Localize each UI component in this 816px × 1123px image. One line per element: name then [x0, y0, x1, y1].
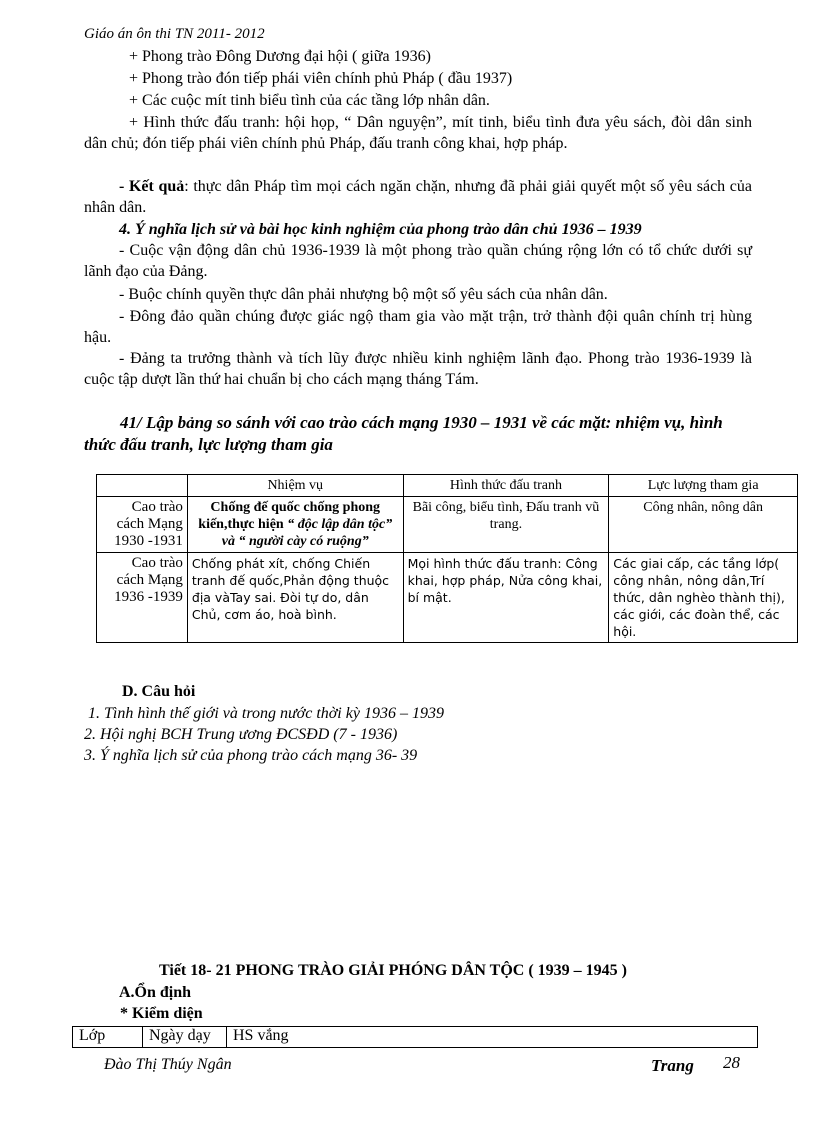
- form-cell-1936: Mọi hình thức đấu tranh: Công khai, hợp pháp, Nửa công khai, bí mật.: [403, 553, 609, 643]
- bullet-2: + Phong trào đón tiếp phái viên chính phủ Pháp ( đầu 1937): [129, 70, 513, 87]
- form-cell-1930: Bãi công, biểu tình, Đấu tranh vũ trang.: [403, 497, 609, 553]
- question-item-2: 2. Hội nghị BCH Trung ương ĐCSĐD (7 - 1936): [84, 726, 398, 743]
- bullet-1: + Phong trào Đông Dương đại hội ( giữa 1936): [129, 48, 431, 65]
- section-4-heading: 4. Ý nghĩa lịch sử và bài học kinh nghiệm của phong trào dân chủ 1936 – 1939: [119, 221, 642, 238]
- section-4-item-1: - Cuộc vận động dân chủ 1936-1939 là một phong trào quần chúng rộng lớn có tổ chức dưới sự lãnh đạo của Đảng.: [84, 242, 752, 280]
- page-header: Giáo án ôn thi TN 2011- 2012: [84, 26, 265, 42]
- attendance-col-date: Ngày dạy: [143, 1027, 227, 1048]
- footer-page-label: Trang: [651, 1056, 694, 1075]
- period-cell-1930: Cao trào cách Mạng 1930 -1931: [97, 497, 188, 553]
- lesson-attendance-heading: * Kiểm diện: [120, 1005, 203, 1022]
- attendance-col-absent: HS vắng: [227, 1027, 758, 1048]
- question-item-1: 1. Tình hình thế giới và trong nước thời kỳ 1936 – 1939: [88, 705, 444, 722]
- header-cell-force: Lực lượng tham gia: [609, 475, 798, 497]
- question-41: 41/ Lập bảng so sánh với cao trào cách mạng 1930 – 1931 về các mặt: nhiệm vụ, hình thức đấu tranh, lực lượng tham gia: [84, 413, 723, 454]
- task-cell-1930: [187, 497, 403, 553]
- comparison-table: [96, 474, 798, 643]
- period-cell-1936: Cao trào cách Mạng 1936 -1939: [97, 553, 188, 643]
- lesson-section-a: A.Ổn định: [119, 984, 192, 1001]
- attendance-table: [72, 1026, 758, 1048]
- header-cell-form: Hình thức đấu tranh: [403, 475, 609, 497]
- comparison-row-1930: [97, 497, 798, 553]
- footer-author: Đào Thị Thúy Ngân: [104, 1056, 232, 1073]
- section-d-heading: D. Câu hỏi: [122, 683, 196, 700]
- lesson-title: Tiết 18- 21 PHONG TRÀO GIẢI PHÓNG DÂN TỘC ( 1939 – 1945 ): [159, 962, 628, 979]
- bullet-4: + Hình thức đấu tranh: hội họp, “ Dân nguyện”, mít tinh, biểu tình đưa yêu sách, đòi dân sinh dân chủ; đón tiếp phái viên chính phủ Pháp, đấu tranh công khai, hợp pháp.: [84, 114, 752, 152]
- comparison-header-row: [97, 475, 798, 497]
- force-cell-1936: Các giai cấp, các tầng lớp( công nhân, nông dân,Trí thức, dân nghèo thành thị), các giới, các đoàn thể, các hội.: [609, 553, 798, 643]
- attendance-header-row: [73, 1027, 758, 1048]
- task-cell-1936: Chống phát xít, chống Chiến tranh đế quốc,Phản động thuộc địa vàTay sai. Đòi tự do, dân Chủ, cơm áo, hoà bình.: [187, 553, 403, 643]
- header-cell-empty: [97, 475, 188, 497]
- comparison-row-1936: [97, 553, 798, 643]
- attendance-col-class: Lớp: [73, 1027, 143, 1048]
- question-item-3: 3. Ý nghĩa lịch sử của phong trào cách mạng 36- 39: [84, 747, 418, 764]
- section-4-item-3: - Đông đảo quần chúng được giác ngộ tham gia vào mặt trận, trở thành đội quân chính trị hùng hậu.: [84, 308, 752, 346]
- bullet-3: + Các cuộc mít tinh biểu tình của các tầng lớp nhân dân.: [129, 92, 490, 109]
- result-label: - Kết quả: [119, 178, 185, 195]
- section-4-item-2: - Buộc chính quyền thực dân phải nhượng bộ một số yêu sách của nhân dân.: [119, 286, 608, 303]
- footer-page-number: 28: [723, 1053, 740, 1072]
- result-text: : thực dân Pháp tìm mọi cách ngăn chặn, nhưng đã phải giải quyết một số yêu sách của nhân dân.: [84, 178, 753, 216]
- force-cell-1930: Công nhân, nông dân: [609, 497, 798, 553]
- section-4-item-4: - Đảng ta trưởng thành và tích lũy được nhiều kinh nghiệm lãnh đạo. Phong trào 1936-1939 là cuộc tập dượt lần thứ hai chuẩn bị cho cách mạng tháng Tám.: [84, 350, 752, 388]
- result-paragraph: [84, 176, 752, 218]
- task-slogan-1930: “ độc lập dân tộc” và “ người cày có ruộng”: [221, 517, 393, 549]
- header-cell-task: Nhiệm vụ: [187, 475, 403, 497]
- task-text-1930: Chống đế quốc chống phong kiến,thực hiện: [198, 500, 381, 532]
